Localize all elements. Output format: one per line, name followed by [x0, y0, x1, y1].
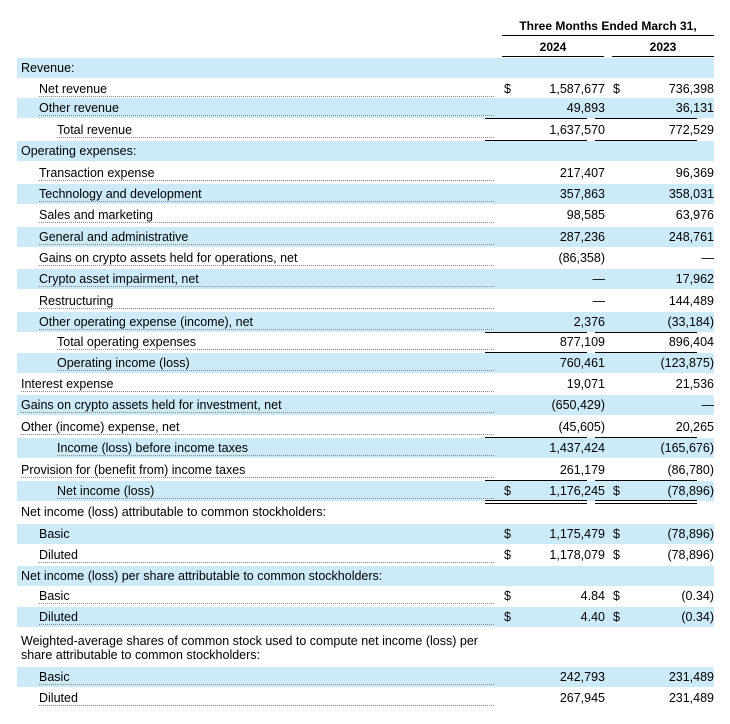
underline [595, 118, 697, 119]
row-label: Weighted-average shares of common stock used to compute net income (loss) per share attributable to common stockholders: [21, 634, 478, 662]
value-2023: 21,536 [675, 377, 714, 391]
currency-symbol: $ [613, 82, 620, 96]
row-label: Total operating expenses [57, 332, 494, 350]
value-2024: 287,236 [559, 230, 605, 244]
row-label: Gains on crypto assets held for investment, net [21, 395, 494, 413]
value-2024: 1,175,479 [549, 527, 605, 541]
currency-symbol: $ [504, 610, 511, 624]
value-2024: 760,461 [559, 356, 605, 370]
value-2023: 17,962 [675, 272, 714, 286]
value-2023: — [701, 398, 714, 412]
value-2024: 267,945 [559, 691, 605, 705]
value-2023: 144,489 [668, 294, 714, 308]
value-2023: 63,976 [675, 208, 714, 222]
row-provision-income-taxes [17, 460, 714, 480]
row-gains-crypto-investment [17, 395, 714, 415]
value-2024: (86,358) [558, 251, 605, 265]
row-label: Net income (loss) per share attributable to common stockholders: [21, 569, 383, 583]
period-header: Three Months Ended March 31, [502, 17, 714, 36]
row-label: Diluted [39, 607, 494, 625]
value-2023: (78,896) [667, 548, 714, 562]
row-label: Basic [39, 667, 494, 685]
row-label: Interest expense [21, 374, 494, 392]
value-2024: 1,437,424 [549, 441, 605, 455]
row-label: General and administrative [39, 227, 494, 245]
currency-symbol: $ [504, 589, 511, 603]
value-2024: 357,863 [559, 187, 605, 201]
currency-symbol: $ [613, 589, 620, 603]
row-net-income-diluted [17, 545, 714, 565]
row-label: Net revenue [39, 79, 494, 97]
currency-symbol: $ [613, 610, 620, 624]
value-2023: 20,265 [675, 420, 714, 434]
row-label: Technology and development [39, 184, 494, 202]
value-2024: — [592, 294, 605, 308]
value-2023: (78,896) [667, 484, 714, 498]
row-restructuring [17, 291, 714, 311]
value-2024: 877,109 [559, 335, 605, 349]
row-general-administrative [17, 227, 714, 247]
row-label: Total revenue [57, 120, 494, 138]
value-2023: 772,529 [668, 123, 714, 137]
row-label: Gains on crypto assets held for operations, net [39, 248, 494, 266]
value-2023: 896,404 [668, 335, 714, 349]
row-sales-marketing [17, 205, 714, 225]
currency-symbol: $ [613, 484, 620, 498]
value-2024: (650,429) [551, 398, 605, 412]
row-label: Provision for (benefit from) income taxes [21, 460, 494, 478]
value-2024: 2,376 [573, 315, 605, 329]
value-2023: 96,369 [675, 166, 714, 180]
value-2024: 49,893 [566, 101, 605, 115]
row-label: Other (income) expense, net [21, 417, 494, 435]
double-underline [485, 500, 587, 501]
row-other-income-expense [17, 417, 714, 437]
row-operating-income [17, 353, 714, 373]
value-2024: 4.84 [580, 589, 605, 603]
value-2024: (45,605) [558, 420, 605, 434]
value-2024: 4.40 [580, 610, 605, 624]
value-2023: (86,780) [667, 463, 714, 477]
value-2023: (0.34) [681, 589, 714, 603]
value-2023: 231,489 [668, 691, 714, 705]
row-transaction-expense [17, 163, 714, 183]
row-label: Income (loss) before income taxes [57, 438, 494, 456]
row-total-revenue [17, 120, 714, 140]
row-label: Net income (loss) [57, 481, 494, 499]
value-2023: (78,896) [667, 527, 714, 541]
value-2024: — [592, 272, 605, 286]
row-label: Other revenue [39, 98, 494, 116]
row-label: Operating income (loss) [57, 353, 494, 371]
value-2023: — [701, 251, 714, 265]
section-per-share [17, 566, 714, 586]
row-label: Basic [39, 586, 494, 604]
underline [485, 118, 587, 119]
currency-symbol: $ [504, 527, 511, 541]
value-2024: 1,587,677 [549, 82, 605, 96]
row-per-share-basic [17, 586, 714, 606]
row-interest-expense [17, 374, 714, 394]
row-total-operating-expenses [17, 332, 714, 352]
value-2023: (33,184) [667, 315, 714, 329]
row-label: Transaction expense [39, 163, 494, 181]
section-revenue [17, 58, 714, 78]
row-label: Diluted [39, 545, 494, 563]
row-label: Net income (loss) attributable to common stockholders: [21, 505, 326, 519]
row-label: Restructuring [39, 291, 494, 309]
row-label: Revenue: [21, 61, 75, 75]
row-net-income-basic [17, 524, 714, 544]
row-label: Basic [39, 527, 70, 541]
currency-symbol: $ [504, 484, 511, 498]
row-other-revenue [17, 98, 714, 118]
value-2024: 19,071 [566, 377, 605, 391]
value-2024: 1,178,079 [549, 548, 605, 562]
currency-symbol: $ [504, 548, 511, 562]
row-income-before-taxes [17, 438, 714, 458]
value-2023: 736,398 [668, 82, 714, 96]
value-2024: 242,793 [559, 670, 605, 684]
value-2024: 217,407 [559, 166, 605, 180]
value-2023: (123,875) [660, 356, 714, 370]
value-2024: 98,585 [566, 208, 605, 222]
row-other-operating-expense [17, 312, 714, 332]
row-label: Other operating expense (income), net [39, 312, 494, 330]
row-label: Crypto asset impairment, net [39, 269, 494, 287]
year-header-2023: 2023 [612, 38, 714, 57]
section-weighted-average-shares [17, 634, 714, 664]
year-header-2024: 2024 [502, 38, 604, 57]
row-label: Diluted [39, 688, 494, 706]
section-net-income-attributable [17, 502, 714, 522]
row-gains-crypto-operations [17, 248, 714, 268]
value-2023: 248,761 [668, 230, 714, 244]
section-operating-expenses [17, 141, 714, 161]
value-2024: 1,176,245 [549, 484, 605, 498]
row-label: Operating expenses: [21, 144, 137, 158]
row-crypto-impairment [17, 269, 714, 289]
value-2023: (165,676) [660, 441, 714, 455]
row-per-share-diluted [17, 607, 714, 627]
row-label: Sales and marketing [39, 205, 494, 223]
row-net-income [17, 481, 714, 501]
value-2023: 231,489 [668, 670, 714, 684]
value-2023: (0.34) [681, 610, 714, 624]
value-2023: 36,131 [675, 101, 714, 115]
currency-symbol: $ [613, 527, 620, 541]
row-shares-diluted [17, 688, 714, 708]
row-shares-basic [17, 667, 714, 687]
value-2024: 1,637,570 [549, 123, 605, 137]
row-net-revenue [17, 79, 714, 99]
currency-symbol: $ [613, 548, 620, 562]
row-technology-development [17, 184, 714, 204]
value-2024: 261,179 [559, 463, 605, 477]
value-2023: 358,031 [668, 187, 714, 201]
double-underline [595, 500, 697, 501]
currency-symbol: $ [504, 82, 511, 96]
